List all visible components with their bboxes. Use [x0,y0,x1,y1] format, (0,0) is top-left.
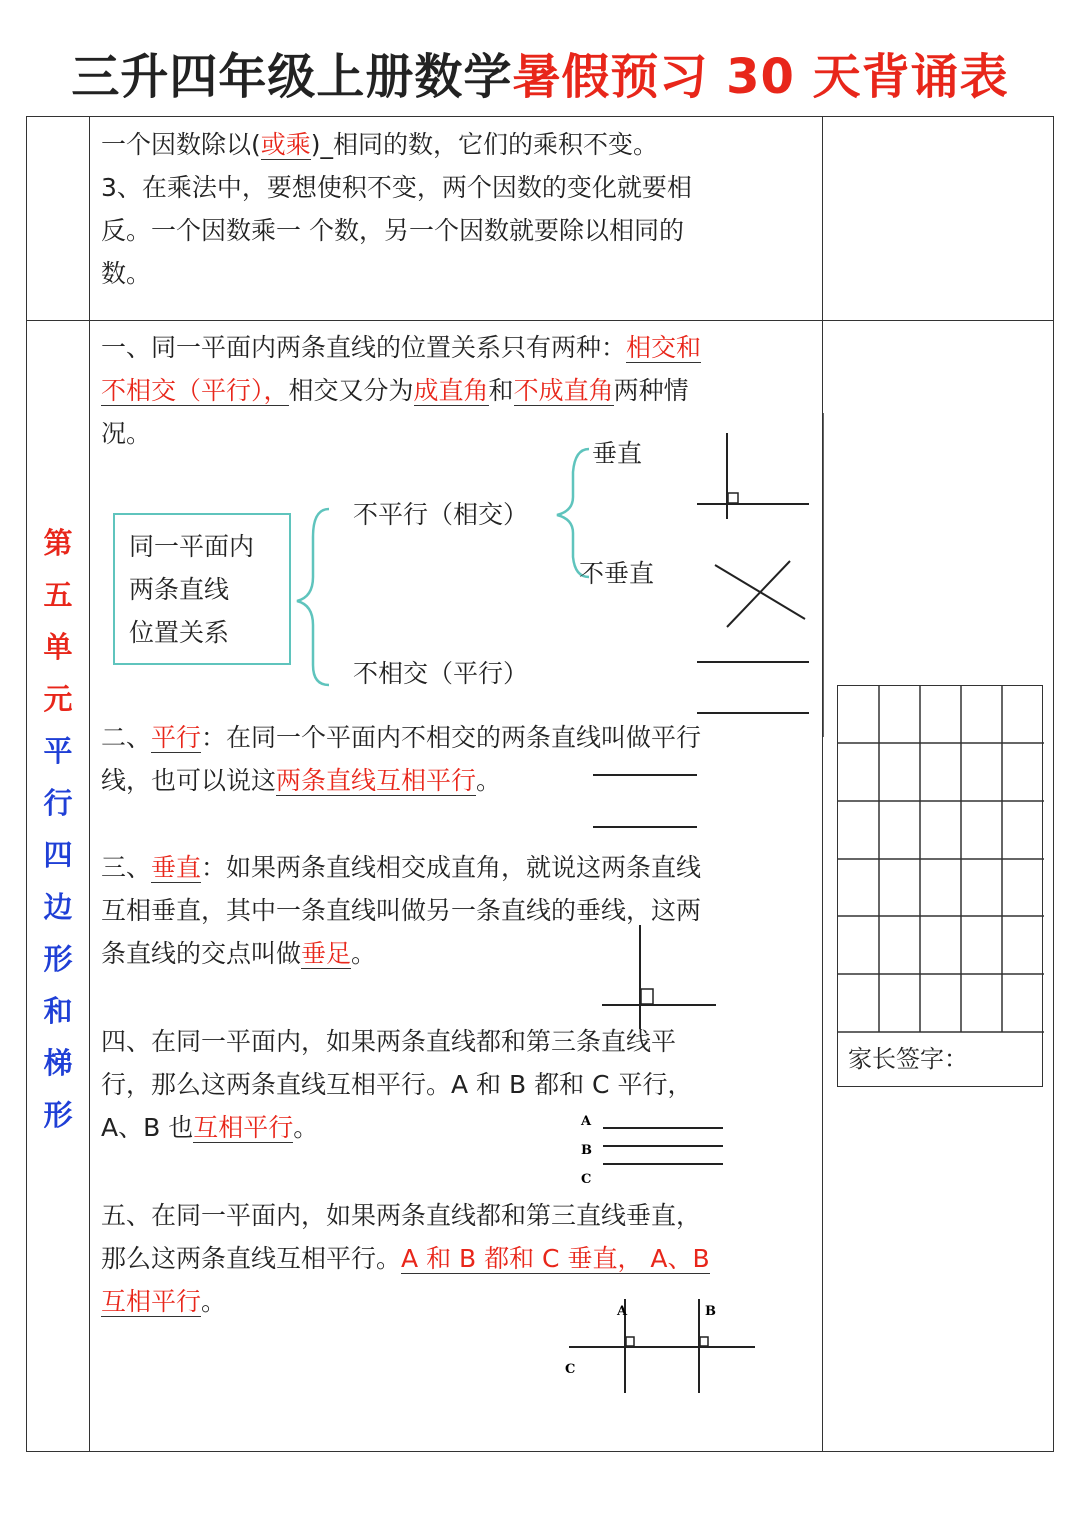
relation-box [113,513,291,665]
s4-label-c: C [581,1172,592,1187]
diagram-not-perp: 不垂直 [579,559,655,588]
s5-line1: 五、在同一平面内，如果两条直线都和第三直线垂直， [101,1201,702,1230]
s5-perp-figure [565,1295,765,1395]
unit-char: 元 [43,682,73,716]
unit-char: 平 [43,734,73,768]
unit-char: 边 [43,890,73,924]
s3-line1: 三、垂直：如果两条直线相交成直角，就说这两条直线 [101,853,702,882]
unit-char: 第 [43,526,73,560]
practice-grid [837,685,1043,1087]
s4-line1: 四、在同一平面内，如果两条直线都和第三条直线平 [101,1027,677,1056]
unit-label [27,517,89,1141]
s4-line2: 行，那么这两条直线互相平行。A 和 B 都和 C 平行， [101,1070,693,1099]
s1-line3: 况。 [101,419,152,448]
s5-right-angle-a [626,1337,634,1346]
page-title [0,38,1080,107]
unit-char: 五 [43,578,73,612]
unit-char: 和 [43,994,73,1028]
s2-line1: 二、平行：在同一个平面内不相交的两条直线叫做平行 [101,723,702,752]
s5-label-a: A [617,1304,628,1319]
diagram-perp: 垂直 [592,439,643,468]
box-line: 位置关系 [129,618,230,647]
diagram-intersect: 不平行（相交） [353,500,529,529]
row1-line1: 一个因数除以(或乘)_相同的数，它们的乘积不变。 [101,130,659,159]
parent-signature[interactable]: 家长签字： [837,1031,1043,1087]
s3-line3: 条直线的交点叫做垂足。 [101,939,377,968]
unit-char: 形 [43,942,73,976]
s4-abc-figure [579,1109,729,1189]
cross-line-2 [727,561,790,627]
s1-line2: 不相交（平行），相交又分为成直角和不成直角两种情 [101,376,689,405]
s5-right-angle-b [700,1337,708,1346]
unit-char: 梯 [43,1046,73,1080]
s5-line3: 互相平行。 [101,1287,227,1316]
s3-line2: 互相垂直，其中一条直线叫做另一条直线的垂线，这两 [101,896,702,925]
box-line: 同一平面内 [129,532,255,561]
box-line: 两条直线 [129,575,230,604]
s5-line2: 那么这两条直线互相平行。A 和 B 都和 C 垂直， A、B [101,1244,710,1273]
s1-line1: 一、同一平面内两条直线的位置关系只有两种：相交和 [101,333,702,362]
s3-right-angle [641,989,653,1004]
unit-char: 四 [43,838,73,872]
title-red: 暑假预习 30 天背诵表 [512,49,1009,105]
unit-char: 单 [43,630,73,664]
grid-lines [838,686,1044,1088]
s5-label-c: C [565,1362,576,1377]
diagram-brackets [27,117,827,517]
diagram-parallel: 不相交（平行） [353,659,529,688]
row1-line3: 反。一个因数乘一 个数，另一个因数就要除以相同的 [101,216,684,245]
s2-parallel-figure [593,771,713,831]
title-black: 三升四年级上册数学 [71,49,513,105]
s4-label-b: B [581,1143,592,1158]
s4-line3: A、B 也互相平行。 [101,1113,319,1142]
brace-large [297,509,329,685]
row1-line4: 数。 [101,259,152,288]
row1-line2: 3、在乘法中，要想使积不变，两个因数的变化就要相 [101,173,692,202]
unit-char: 行 [43,786,73,820]
content-table [26,116,1054,1452]
unit-char: 形 [43,1098,73,1132]
perp-right-angle [728,493,738,503]
s3-perp-figure [602,925,722,1035]
s2-line2: 线，也可以说这两条直线互相平行。 [101,766,502,795]
s5-label-b: B [705,1304,716,1319]
s4-label-a: A [581,1114,592,1129]
